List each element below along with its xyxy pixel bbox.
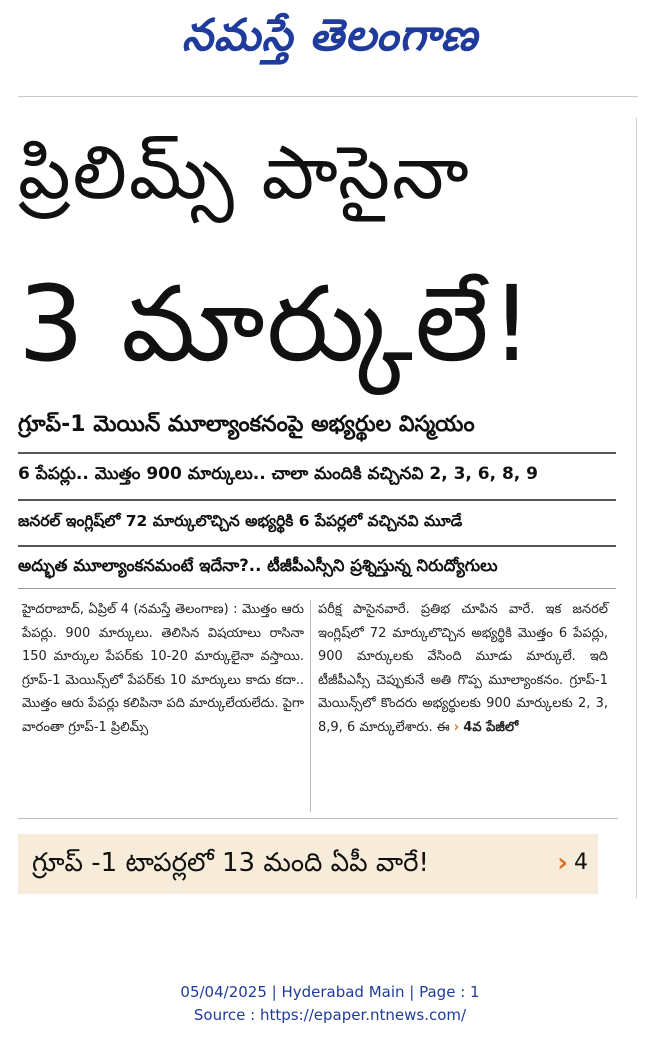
subhead-4: అద్భుత మూల్యాంకనమంటే ఇదేనా?.. టీజీపీఎస్సీని ప్రశ్నిస్తున్న నిరుద్యోగులు [18, 556, 498, 575]
page-edge-line [636, 118, 637, 898]
divider [18, 499, 616, 501]
divider [18, 818, 618, 819]
divider [18, 588, 616, 589]
chevron-right-icon: › [557, 848, 568, 878]
subhead-2: 6 పేపర్లు.. మొత్తం 900 మార్కులు.. చాలా మందికి వచ్చినవి 2, 3, 6, 8, 9 [18, 464, 539, 484]
footer-date-edition: 05/04/2025 | Hyderabad Main | Page : 1 [180, 983, 480, 1001]
article-column-2-text: పరీక్ష పాసైనవారే. ప్రతిభ చూపిన వారే. ఇక జనరల్ ఇంగ్లిష్‌లో 72 మార్కులొచ్చిన అభ్యర్థికి మొత్తం 6 పేపర్లు, 900 మార్కులకు వేసింది మూడు మార్కులే. ఇది టీజీపీఎస్సీ చెప్పుకునే అతి గొప్ప మూల్యాంకనం. గ్రూప్-1 మెయిన్స్‌లో కొందరు అభ్యర్థులకు 900 మార్కులకు 2, 3, 8,9, 6 మార్కులేశారు. ఈ [318, 602, 608, 735]
article-column-2 [318, 598, 608, 739]
related-story-title: గ్రూప్ -1 టాపర్లలో 13 మంది ఏపీ వారే! [32, 848, 429, 878]
divider [18, 545, 616, 547]
newspaper-logo: నమస్తే తెలంగాణ [181, 10, 479, 61]
headline-line-1: ప్రిలిమ్స్ పాసైనా [18, 130, 471, 216]
article-column-1: హైదరాబాద్, ఏప్రిల్ 4 (నమస్తే తెలంగాణ) : మొత్తం ఆరు పేపర్లు. 900 మార్కులు. తెలిసిన విషయాలు రాసినా 150 మార్కుల పేపర్‌కు 10-20 మార్కులైనా వస్తాయి. గ్రూప్-1 మెయిన్స్‌లో పేపర్‌కు 10 మార్కులు కాదు కదా.. మొత్తం ఆరు పేపర్లు కలిపినా పది మార్కులేయలేదు. పైగా వారంతా గ్రూప్-1 ప్రిలిమ్స్ [22, 602, 304, 735]
subhead-1: గ్రూప్-1 మెయిన్ మూల్యాంకనంపై అభ్యర్థుల విస్మయం [18, 412, 475, 437]
headline-line-2: 3 మార్కులే! [18, 263, 535, 385]
related-story-page: 4 [574, 850, 588, 875]
footer-source[interactable]: Source : https://epaper.ntnews.com/ [193, 1006, 467, 1024]
divider [18, 96, 638, 97]
masthead [0, 0, 660, 80]
continued-link[interactable]: 4వ పేజీలో [463, 719, 519, 735]
divider [18, 452, 616, 454]
related-story-box[interactable] [18, 834, 598, 894]
column-divider [310, 600, 311, 812]
jump-arrow-icon: › [453, 719, 460, 735]
subhead-3: జనరల్ ఇంగ్లిష్‌లో 72 మార్కులొచ్చిన అభ్యర్థికి 6 పేపర్లలో వచ్చినవి మూడే [18, 512, 463, 530]
